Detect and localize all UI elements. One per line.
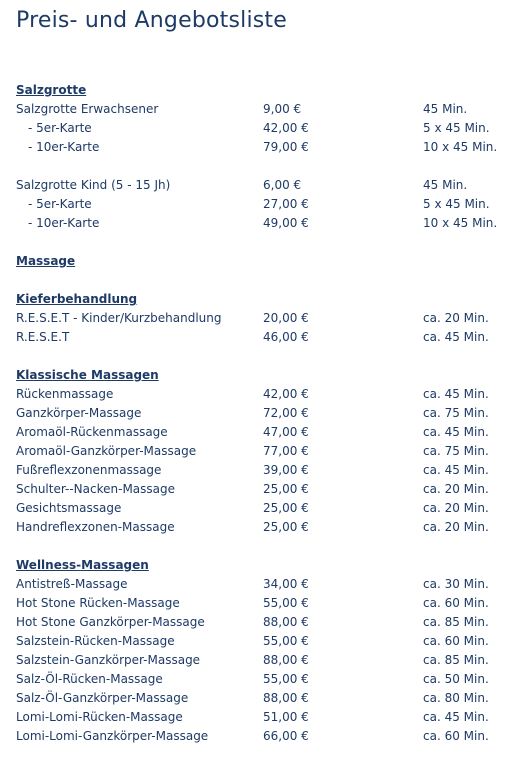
- price-row: [16, 309, 517, 328]
- service-price: 25,00 €: [263, 482, 309, 496]
- price-row: [16, 138, 517, 157]
- service-name: Fußreflexzonenmassage: [16, 463, 162, 477]
- price-row: [16, 461, 517, 480]
- service-name: Rückenmassage: [16, 387, 114, 401]
- service-name: Gesichtsmassage: [16, 501, 122, 515]
- price-row: [16, 670, 517, 689]
- service-name: Lomi-Lomi-Rücken-Massage: [16, 710, 183, 724]
- service-duration: 45 Min.: [423, 178, 468, 192]
- price-row: [16, 119, 517, 138]
- price-group: [16, 309, 517, 347]
- service-price: 27,00 €: [263, 197, 309, 211]
- service-name: - 5er-Karte: [28, 121, 92, 135]
- service-duration: ca. 30 Min.: [423, 577, 489, 591]
- service-price: 88,00 €: [263, 653, 309, 667]
- price-row: [16, 442, 517, 461]
- service-duration: ca. 85 Min.: [423, 615, 489, 629]
- service-name: Schulter--Nacken-Massage: [16, 482, 176, 496]
- price-row: [16, 518, 517, 537]
- service-price: 77,00 €: [263, 444, 309, 458]
- service-duration: ca. 45 Min.: [423, 425, 489, 439]
- service-price: 79,00 €: [263, 140, 309, 154]
- price-section: [16, 290, 517, 347]
- service-name: Salzstein-Ganzkörper-Massage: [16, 653, 201, 667]
- service-name: R.E.S.E.T: [16, 330, 70, 344]
- service-price: 51,00 €: [263, 710, 309, 724]
- service-name: Salzstein-Rücken-Massage: [16, 634, 175, 648]
- service-name: Salzgrotte Kind (5 - 15 Jh): [16, 178, 171, 192]
- service-duration: 5 x 45 Min.: [423, 121, 490, 135]
- price-row: [16, 499, 517, 518]
- service-price: 34,00 €: [263, 577, 309, 591]
- service-name: Lomi-Lomi-Ganzkörper-Massage: [16, 729, 209, 743]
- price-row: [16, 651, 517, 670]
- price-section: [16, 252, 517, 271]
- price-group: [16, 575, 517, 746]
- price-row: [16, 214, 517, 233]
- service-price: 72,00 €: [263, 406, 309, 420]
- service-duration: ca. 45 Min.: [423, 387, 489, 401]
- service-name: Salz-Öl-Ganzkörper-Massage: [16, 691, 189, 705]
- service-name: Hot Stone Rücken-Massage: [16, 596, 180, 610]
- service-price: 9,00 €: [263, 102, 302, 116]
- service-price: 42,00 €: [263, 121, 309, 135]
- service-price: 88,00 €: [263, 615, 309, 629]
- service-price: 6,00 €: [263, 178, 302, 192]
- service-price: 39,00 €: [263, 463, 309, 477]
- price-row: [16, 176, 517, 195]
- price-group: [16, 385, 517, 537]
- service-price: 46,00 €: [263, 330, 309, 344]
- service-name: Ganzkörper-Massage: [16, 406, 142, 420]
- service-price: 55,00 €: [263, 634, 309, 648]
- price-group: [16, 100, 517, 157]
- price-row: [16, 100, 517, 119]
- service-price: 55,00 €: [263, 596, 309, 610]
- service-duration: ca. 20 Min.: [423, 311, 489, 325]
- service-price: 49,00 €: [263, 216, 309, 230]
- service-duration: ca. 85 Min.: [423, 653, 489, 667]
- service-name: Hot Stone Ganzkörper-Massage: [16, 615, 205, 629]
- price-sections: [16, 81, 517, 746]
- service-price: 55,00 €: [263, 672, 309, 686]
- service-name: - 5er-Karte: [28, 197, 92, 211]
- price-row: [16, 708, 517, 727]
- service-duration: ca. 60 Min.: [423, 729, 489, 743]
- service-duration: 10 x 45 Min.: [423, 216, 498, 230]
- service-duration: ca. 75 Min.: [423, 444, 489, 458]
- service-name: Aromaöl-Rückenmassage: [16, 425, 168, 439]
- service-duration: 45 Min.: [423, 102, 468, 116]
- section-title: Klassische Massagen: [16, 368, 159, 382]
- price-section: [16, 366, 517, 537]
- service-name: Aromaöl-Ganzkörper-Massage: [16, 444, 197, 458]
- service-duration: ca. 20 Min.: [423, 520, 489, 534]
- price-row: [16, 423, 517, 442]
- service-duration: ca. 50 Min.: [423, 672, 489, 686]
- service-name: Handreflexzonen-Massage: [16, 520, 175, 534]
- service-duration: ca. 45 Min.: [423, 330, 489, 344]
- service-duration: ca. 20 Min.: [423, 501, 489, 515]
- price-row: [16, 689, 517, 708]
- price-row: [16, 594, 517, 613]
- service-name: Salz-Öl-Rücken-Massage: [16, 672, 163, 686]
- price-row: [16, 613, 517, 632]
- service-duration: ca. 45 Min.: [423, 710, 489, 724]
- price-row: [16, 328, 517, 347]
- service-name: - 10er-Karte: [28, 140, 100, 154]
- price-row: [16, 385, 517, 404]
- price-row: [16, 575, 517, 594]
- section-title: Wellness-Massagen: [16, 558, 149, 572]
- service-duration: ca. 45 Min.: [423, 463, 489, 477]
- service-price: 66,00 €: [263, 729, 309, 743]
- price-row: [16, 480, 517, 499]
- service-name: - 10er-Karte: [28, 216, 100, 230]
- price-section: [16, 556, 517, 746]
- price-section: [16, 81, 517, 233]
- service-name: Antistreß-Massage: [16, 577, 128, 591]
- service-duration: ca. 20 Min.: [423, 482, 489, 496]
- price-row: [16, 727, 517, 746]
- service-duration: ca. 80 Min.: [423, 691, 489, 705]
- service-price: 42,00 €: [263, 387, 309, 401]
- service-duration: 10 x 45 Min.: [423, 140, 498, 154]
- service-price: 25,00 €: [263, 520, 309, 534]
- price-row: [16, 404, 517, 423]
- section-title: Kieferbehandlung: [16, 292, 138, 306]
- service-price: 88,00 €: [263, 691, 309, 705]
- service-price: 20,00 €: [263, 311, 309, 325]
- section-title: Salzgrotte: [16, 83, 87, 97]
- price-group: [16, 176, 517, 233]
- service-name: Salzgrotte Erwachsener: [16, 102, 159, 116]
- page-title: Preis- und Angebotsliste: [16, 8, 287, 33]
- service-duration: 5 x 45 Min.: [423, 197, 490, 211]
- service-price: 25,00 €: [263, 501, 309, 515]
- section-title: Massage: [16, 254, 76, 268]
- price-row: [16, 195, 517, 214]
- service-duration: ca. 60 Min.: [423, 634, 489, 648]
- service-price: 47,00 €: [263, 425, 309, 439]
- service-duration: ca. 60 Min.: [423, 596, 489, 610]
- service-duration: ca. 75 Min.: [423, 406, 489, 420]
- service-name: R.E.S.E.T - Kinder/Kurzbehandlung: [16, 311, 222, 325]
- price-row: [16, 632, 517, 651]
